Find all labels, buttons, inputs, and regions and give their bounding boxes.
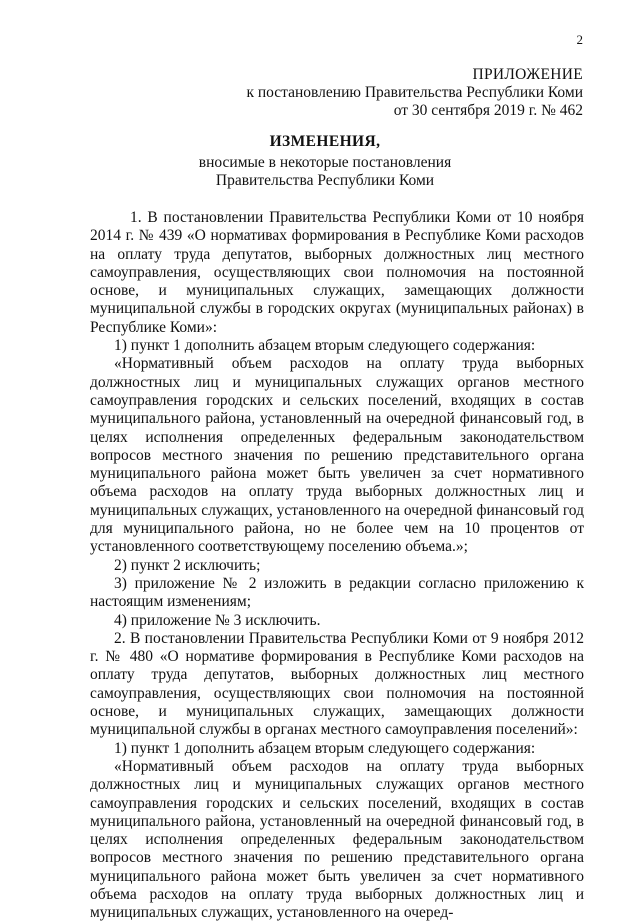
appendix-line-2: от 30 сентября 2019 г. № 462	[393, 102, 583, 119]
paragraph-5: 3) приложение № 2 изложить в редакции согласно приложению к настоящим изменениям;	[90, 574, 584, 611]
paragraph-3: «Нормативный объем расходов на оплату труда выборных должностных лиц и муниципальных служащих органов местного самоуправления городских и сельских поселений, входящих в состав муниципального района, установленный на очередной финансовый год, в целях исполнения определенных федеральным законодательством вопросов местного значения по решению представительного органа муниципального района может быть увеличен за счет нормативного объема расходов на оплату труда выборных должностных лиц и муниципальных служащих, установленного на очередной финансовый год для муниципального района, но не более чем на 10 процентов от установленного соответствующему поселению объема.»;	[90, 355, 584, 556]
page-number: 2	[576, 32, 583, 47]
document-body	[90, 209, 584, 923]
document-subtitle-1: вносимые в некоторые постановления	[198, 154, 452, 171]
appendix-title: ПРИЛОЖЕНИЕ	[472, 66, 583, 83]
paragraph-8: 1) пункт 1 дополнить абзацем вторым следующего содержания:	[114, 739, 536, 757]
paragraph-9: «Нормативный объем расходов на оплату труда выборных должностных лиц и муниципальных служащих органов местного самоуправления городских и сельских поселений, входящих в состав муниципального района, установленный на очередной финансовый год, в целях исполнения определенных федеральным законодательством вопросов местного значения по решению представительного органа муниципального района может быть увеличен за счет нормативного объема расходов на оплату труда выборных должностных лиц и муниципальных служащих, установленного на очеред-	[90, 757, 584, 922]
paragraph-6: 4) приложение № 3 исключить.	[114, 611, 321, 629]
title-block	[0, 133, 640, 190]
paragraph-2: 1) пункт 1 дополнить абзацем вторым следующего содержания:	[114, 337, 536, 355]
document-heading: ИЗМЕНЕНИЯ,	[269, 133, 381, 150]
paragraph-4: 2) пункт 2 исключить;	[114, 556, 261, 574]
paragraph-1: 1. В постановлении Правительства Республики Коми от 10 ноября 2014 г. № 439 «О нормативах формирования в Республике Коми расходов на оплату труда депутатов, выборных должностных лиц местного самоуправления, осуществляющих свои полномочия на постоянной основе, и муниципальных служащих, замещающих должности муниципальной службы в городских округах (муниципальных районах) в Республике Коми»:	[90, 209, 584, 336]
appendix-line-1: к постановлению Правительства Республики Коми	[246, 84, 583, 101]
document-subtitle-2: Правительства Республики Коми	[215, 172, 435, 189]
appendix-header	[246, 66, 583, 120]
paragraph-7: 2. В постановлении Правительства Республики Коми от 9 ноября 2012 г. № 480 «О нормативе формирования в Республике Коми расходов на оплату труда депутатов, выборных должностных лиц местного самоуправления, осуществляющих свои полномочия на постоянной основе, и муниципальных служащих, замещающих должности муниципальной службы в органах местного самоуправления поселений»:	[90, 629, 584, 739]
